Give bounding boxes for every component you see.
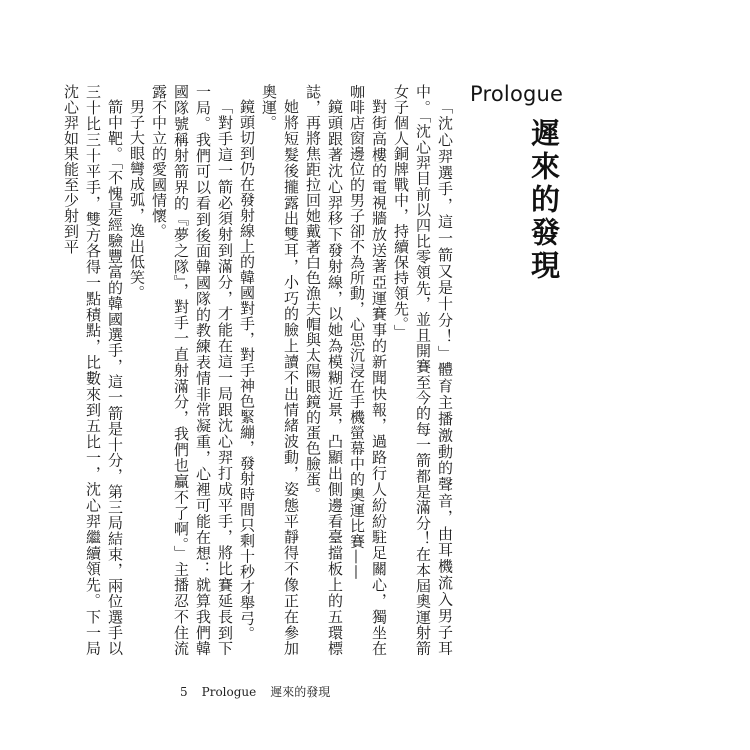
paragraph: 鏡頭跟著沈心羿移下發射線，以她為模糊近景，凸顯出側邊看臺擋板上的五環標誌，再將焦距拉回她戴著白色漁夫帽與太陽眼鏡的蛋色臉蛋。 — [304, 84, 344, 656]
paragraph: 對街高樓的電視牆放送著亞運賽事的新聞快報，過路行人紛紛駐足關心，獨坐在咖啡店窗邊位的男子卻不為所動，心思沉浸在手機螢幕中的奧運比賽—— — [348, 84, 388, 656]
paragraph: 「沈心羿選手，這一箭又是十分！」體育主播激動的聲音，由耳機流入男子耳中。「沈心羿目前以四比零領先，並且開賽至今的每一箭都是滿分！在本屆奧運射箭女子個人銅牌戰中，持續保持領先。」 — [392, 84, 454, 656]
page-footer — [180, 683, 330, 700]
paragraph: 「對手這一箭必須射到滿分，才能在這一局跟沈心羿打成平手，將比賽延長到下一局。我們可以看到後面韓國隊的教練表情非常凝重，心裡可能在想：就算我們韓國隊號稱射箭界的『夢之隊』，對手一直射滿分，我們也贏不了啊。」主播忍不住流露不中立的愛國情懷。 — [150, 84, 234, 656]
running-title: 遲來的發現 — [270, 685, 331, 699]
chapter-label: Prologue — [470, 82, 564, 106]
body-text — [62, 84, 456, 656]
running-head: Prologue — [201, 685, 257, 699]
chapter-title: 遲來的發現 — [527, 118, 561, 283]
paragraph: 鏡頭切到仍在發射線上的韓國對手，對手神色緊繃，發射時間只剩十秒才舉弓。 — [238, 99, 256, 642]
paragraph: 男子大眼彎成弧，逸出低笑。 — [128, 99, 146, 301]
page-number: 5 — [180, 685, 188, 699]
paragraph: 她將短髮後攏露出雙耳，小巧的臉上讀不出情緒波動，姿態平靜得不像正在參加奧運。 — [260, 84, 300, 656]
paragraph: 箭中靶。「不愧是經驗豐富的韓國選手，這一箭是十分，第三局結束，兩位選手以三十比三十平手，雙方各得一點積點，比數來到五比一，沈心羿繼續領先。下一局沈心羿如果能至少射到平 — [62, 84, 124, 656]
